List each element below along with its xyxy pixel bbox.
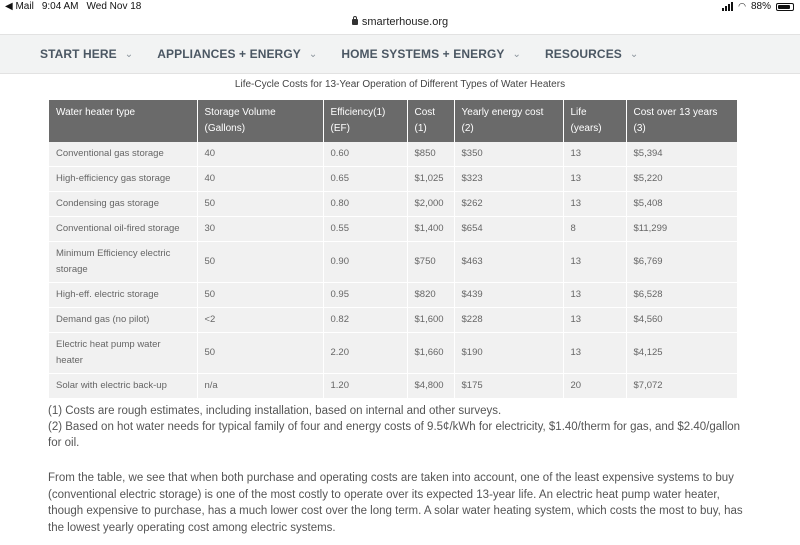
header-water-heater-type: Water heater type [49, 100, 197, 142]
footnote-2: (2) Based on hot water needs for typical family of four and energy costs of 9.5¢/kWh for electricity, $1.40/therm for gas, and $2.40/gallon for oil. [48, 421, 741, 449]
cell-life: 20 [563, 374, 626, 399]
cell-total-cost: $11,299 [626, 217, 737, 242]
cell-cost: $750 [407, 242, 454, 283]
cell-total-cost: $5,408 [626, 192, 737, 217]
cell-efficiency: 0.65 [323, 167, 407, 192]
cell-life: 13 [563, 333, 626, 374]
cell-total-cost: $5,394 [626, 142, 737, 167]
cell-cost: $820 [407, 283, 454, 308]
cell-efficiency: 1.20 [323, 374, 407, 399]
summary-paragraph: From the table, we see that when both purchase and operating costs are taken into account, one of the least expensive systems to buy (conventional electric storage) is one of the most costly to operate over its expected 13-year life. An electric heat pump water heater, though expensive to purchase, has a much lower cost over the long term. A solar water heating system, which costs the most to buy, has the lowest yearly operating cost among electric systems. [48, 472, 743, 534]
chevron-down-icon: ⌄ [308, 48, 318, 60]
cell-efficiency: 0.95 [323, 283, 407, 308]
cell-yearly-cost: $439 [454, 283, 563, 308]
main-nav [0, 34, 800, 74]
cell-efficiency: 0.60 [323, 142, 407, 167]
cell-cost: $850 [407, 142, 454, 167]
table-row [49, 142, 737, 167]
header-cost: Cost (1) [407, 100, 454, 142]
cellular-signal-icon [722, 2, 733, 11]
cell-yearly-cost: $228 [454, 308, 563, 333]
chevron-down-icon: ⌄ [512, 48, 521, 60]
cell-type: Minimum Efficiency electric storage [49, 242, 197, 283]
cell-volume: 50 [197, 192, 323, 217]
cell-volume: <2 [197, 308, 323, 333]
cell-total-cost: $7,072 [626, 374, 737, 399]
nav-item-resources[interactable] [545, 47, 638, 61]
cell-yearly-cost: $463 [454, 242, 563, 283]
cell-cost: $1,600 [407, 308, 454, 333]
cell-yearly-cost: $654 [454, 217, 563, 242]
cell-volume: n/a [197, 374, 323, 399]
cell-yearly-cost: $175 [454, 374, 563, 399]
cell-efficiency: 0.90 [323, 242, 407, 283]
status-time: 9:04 AM [41, 1, 79, 12]
cell-volume: 50 [197, 333, 323, 374]
status-date: Wed Nov 18 [86, 1, 142, 12]
nav-item-home-systems-energy[interactable] [341, 47, 521, 61]
chevron-down-icon: ⌄ [124, 48, 134, 60]
cell-total-cost: $6,769 [626, 242, 737, 283]
header-cost-over-13-years: Cost over 13 years (3) [626, 100, 737, 142]
cell-cost: $4,800 [407, 374, 454, 399]
cell-cost: $2,000 [407, 192, 454, 217]
status-bar [0, 0, 800, 14]
cell-type: Demand gas (no pilot) [49, 308, 197, 333]
cell-volume: 40 [197, 142, 323, 167]
header-life: Life (years) [563, 100, 626, 142]
cell-volume: 40 [197, 167, 323, 192]
cell-type: Conventional gas storage [49, 142, 197, 167]
table-row [49, 283, 737, 308]
battery-percent: 88% [750, 1, 771, 12]
cell-yearly-cost: $323 [454, 167, 563, 192]
cell-total-cost: $6,528 [626, 283, 737, 308]
cell-cost: $1,025 [407, 167, 454, 192]
url-bar[interactable] [0, 14, 800, 34]
battery-icon [776, 3, 794, 11]
lock-icon [352, 19, 358, 25]
cell-type: Conventional oil-fired storage [49, 217, 197, 242]
table-row [49, 242, 737, 283]
cell-life: 13 [563, 192, 626, 217]
footnote-1: (1) Costs are rough estimates, including installation, based on internal and other surveys. [48, 405, 502, 417]
cell-total-cost: $4,560 [626, 308, 737, 333]
url-domain: smarterhouse.org [361, 16, 449, 28]
cell-cost: $1,660 [407, 333, 454, 374]
cell-type: Condensing gas storage [49, 192, 197, 217]
nav-item-label: START HERE [40, 47, 117, 61]
cell-type: High-eff. electric storage [49, 283, 197, 308]
table-row [49, 167, 737, 192]
table-row [49, 308, 737, 333]
cell-type: Solar with electric back-up [49, 374, 197, 399]
back-to-mail-link[interactable]: ◀ Mail [5, 1, 34, 12]
cell-life: 13 [563, 167, 626, 192]
table-row [49, 374, 737, 399]
cell-type: High-efficiency gas storage [49, 167, 197, 192]
cell-yearly-cost: $350 [454, 142, 563, 167]
cell-volume: 50 [197, 242, 323, 283]
table-header-row [49, 100, 737, 142]
cell-efficiency: 2.20 [323, 333, 407, 374]
cell-life: 13 [563, 308, 626, 333]
table-row [49, 333, 737, 374]
cell-type: Electric heat pump water heater [49, 333, 197, 374]
cell-total-cost: $5,220 [626, 167, 737, 192]
chevron-down-icon: ⌄ [629, 48, 639, 60]
wifi-icon: ◠ [738, 1, 746, 11]
nav-item-label: HOME SYSTEMS + ENERGY [341, 47, 505, 61]
cell-efficiency: 0.82 [323, 308, 407, 333]
table-row [49, 192, 737, 217]
header-efficiency: Efficiency(1) (EF) [323, 100, 407, 142]
cell-yearly-cost: $262 [454, 192, 563, 217]
nav-item-label: APPLIANCES + ENERGY [157, 47, 301, 61]
cell-life: 13 [563, 242, 626, 283]
cell-efficiency: 0.55 [323, 217, 407, 242]
cell-efficiency: 0.80 [323, 192, 407, 217]
table-caption: Life-Cycle Costs for 13-Year Operation of Different Types of Water Heaters [234, 79, 566, 90]
cell-volume: 30 [197, 217, 323, 242]
cell-life: 13 [563, 283, 626, 308]
table-row [49, 217, 737, 242]
header-yearly-energy-cost: Yearly energy cost (2) [454, 100, 563, 142]
cell-life: 13 [563, 142, 626, 167]
nav-item-label: RESOURCES [544, 47, 622, 61]
nav-item-start-here[interactable] [40, 47, 133, 61]
nav-item-appliances-energy[interactable] [157, 47, 317, 61]
header-storage-volume: Storage Volume (Gallons) [197, 100, 323, 142]
table-footnotes [48, 403, 748, 451]
cell-cost: $1,400 [407, 217, 454, 242]
cell-life: 8 [563, 217, 626, 242]
water-heater-cost-table [49, 100, 737, 399]
cell-yearly-cost: $190 [454, 333, 563, 374]
cell-volume: 50 [197, 283, 323, 308]
cell-total-cost: $4,125 [626, 333, 737, 374]
